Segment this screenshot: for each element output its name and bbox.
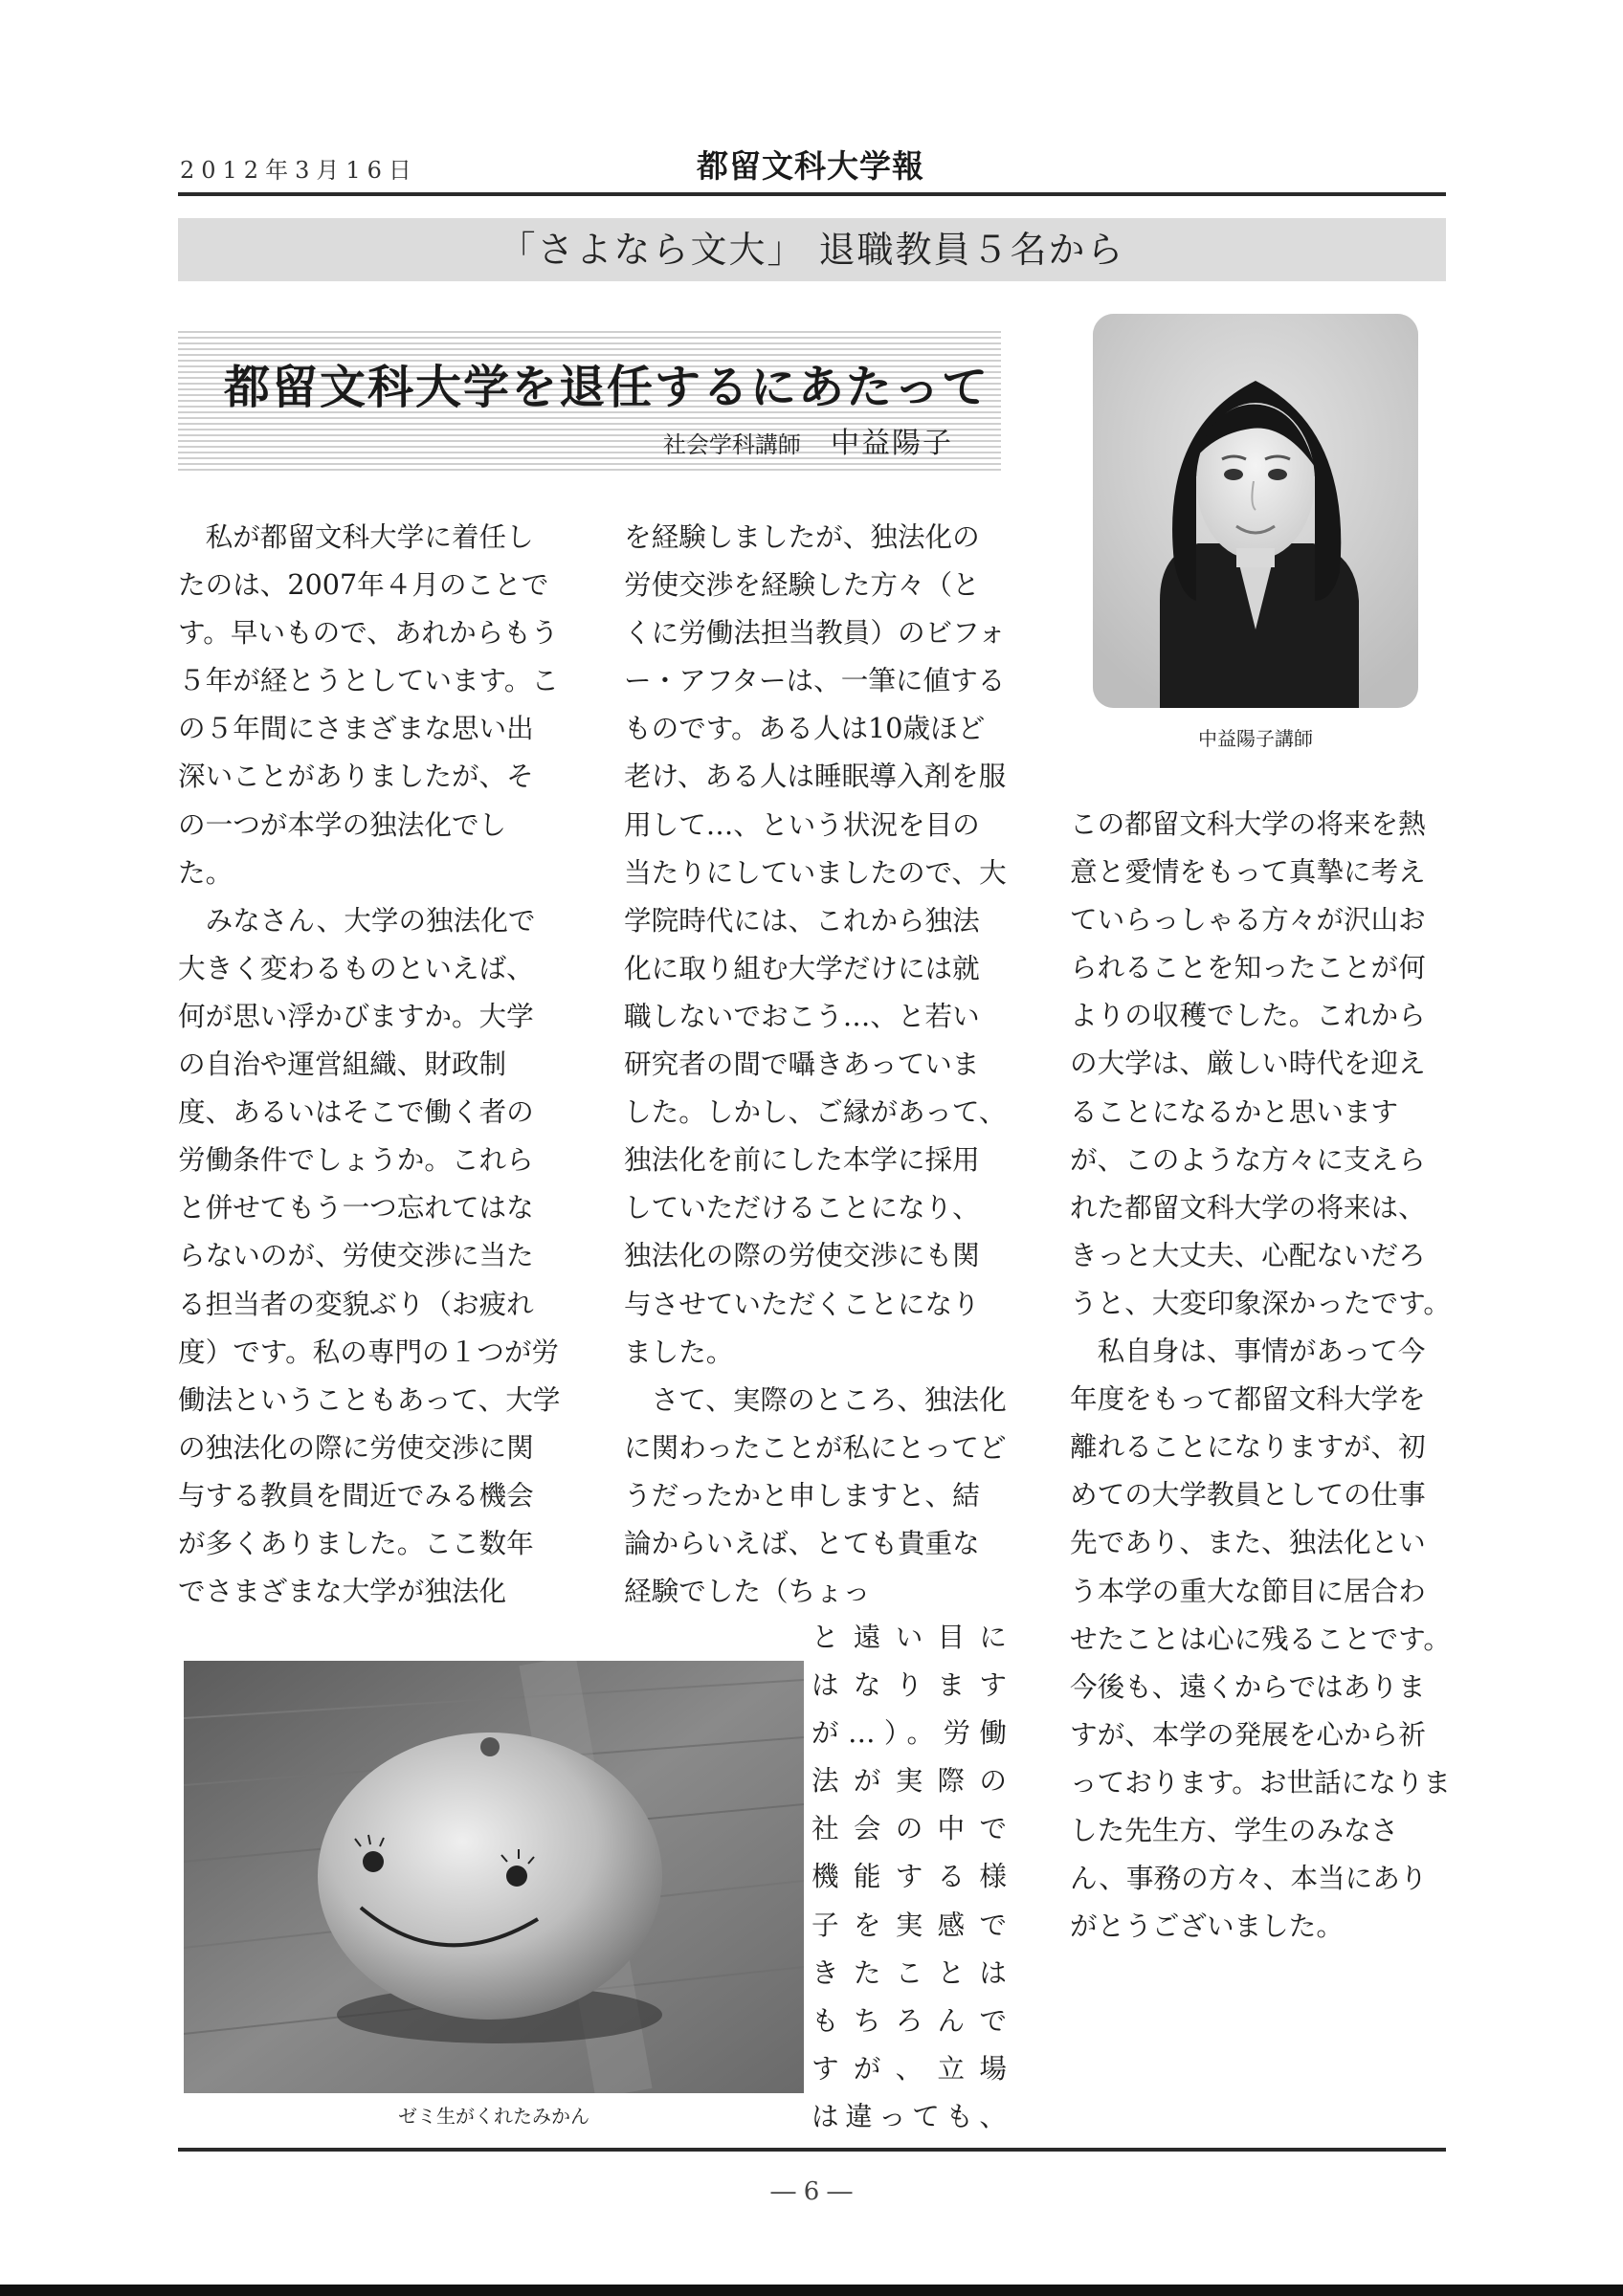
portrait-caption: 中益陽子講師	[1198, 727, 1313, 750]
author-department: 社会学科講師	[662, 431, 801, 458]
publication-title: 都留文科大学報	[697, 147, 924, 185]
text-line: きたことは	[812, 1955, 1007, 1989]
paragraph: 私が都留文科大学に着任したのは、2007年４月のことです。早いもので、あれからもう５年が経とうとしています。この５年間にさまざまな思い出深いことがありましたが、その一つが本学の独法化でした。	[178, 520, 560, 889]
paragraph: この都留文科大学の将来を熱意と愛情をもって真摯に考えていらっしゃる方々が沢山おられることを知ったことが何よりの収穫でした。これからの大学は、厳しい時代を迎えることになるかと思いますが、このような方々に支えられた都留文科大学の将来は、きっと大丈夫、心配ないだろうと、大変印象深かったです。	[1070, 807, 1452, 1319]
orange-illustration	[184, 1661, 804, 2093]
byline	[663, 419, 953, 461]
article-title-block	[178, 331, 1001, 475]
issue-date: 2012年3月16日	[180, 157, 418, 184]
paragraph: 私自身は、事情があって今年度をもって都留文科大学を離れることになりますが、初めての大学教員としての仕事先であり、また、独法化という本学の重大な節目に居合わせたことは心に残ることです。今後も、遠くからではありますが、本学の発展を心から祈っております。お世話になりました先生方、学生のみなさん、事務の方々、本当にありがとうございました。	[1070, 1335, 1452, 1943]
orange-photo	[184, 1661, 804, 2093]
orange-photo-caption: ゼミ生がくれたみかん	[398, 2105, 589, 2128]
section-banner-text: 「さよなら文大」 退職教員５名から	[499, 229, 1125, 271]
paragraph: を経験しましたが、独法化の労使交渉を経験した方々（とくに労働法担当教員）のビフォー・アフターは、一筆に値するものです。ある人は10歳ほど老け、ある人は睡眠導入剤を服用して…、という状況を目の当たりにしていましたので、大学院時代には、これから独法化に取り組む大学だけには就職しないでおこう…、と若い研究者の間で囁きあっていました。しかし、ご縁があって、独法化を前にした本学に採用していただけることになり、独法化の際の労使交渉にも関与させていただくことになりました。	[624, 520, 1007, 1368]
text-line: は違っても、	[812, 2099, 1007, 2132]
article-title: 都留文科大学を退任するにあたって	[224, 361, 990, 414]
page-number: ― 6 ―	[770, 2177, 853, 2206]
text-line: 社会の中で	[812, 1812, 1007, 1845]
article-column-2-continued	[812, 1613, 1007, 2140]
portrait-illustration	[1093, 314, 1418, 708]
scan-bottom-edge	[0, 2285, 1623, 2296]
article-column-3	[1070, 800, 1453, 1950]
footer-rule	[178, 2148, 1446, 2152]
paragraph: さて、実際のところ、独法化に関わったことが私にとってどうだったかと申しますと、結論からいえば、とても貴重な経験でした（ちょっ	[624, 1382, 1007, 1608]
text-line: はなります	[812, 1668, 1007, 1702]
author-portrait-photo	[1093, 314, 1418, 708]
author-name: 中益陽子	[831, 427, 953, 460]
header-rule	[178, 192, 1446, 196]
text-line: 機能する様	[812, 1860, 1007, 1893]
text-line: が…）。労働	[812, 1716, 1007, 1750]
section-banner	[178, 218, 1446, 281]
text-line: と遠い目に	[812, 1621, 1007, 1653]
paragraph: みなさん、大学の独法化で大きく変わるものといえば、何が思い浮かびますか。大学の自治や運営組織、財政制度、あるいはそこで働く者の労働条件でしょうか。これらと併せてもう一つ忘れてはならないのが、労使交渉に当たる担当者の変貌ぶり（お疲れ度）です。私の専門の１つが労働法ということもあって、大学の独法化の際に労使交渉に関与する教員を間近でみる機会が多くありました。ここ数年でさまざまな大学が独法化	[178, 903, 561, 1608]
text-line: すが、立場	[812, 2051, 1007, 2085]
text-line: 法が実際の	[812, 1764, 1007, 1798]
text-line: もちろんで	[812, 2003, 1007, 2037]
article-column-1	[178, 513, 561, 1615]
text-line: 子を実感で	[812, 1908, 1007, 1941]
article-column-2	[624, 513, 1007, 1615]
